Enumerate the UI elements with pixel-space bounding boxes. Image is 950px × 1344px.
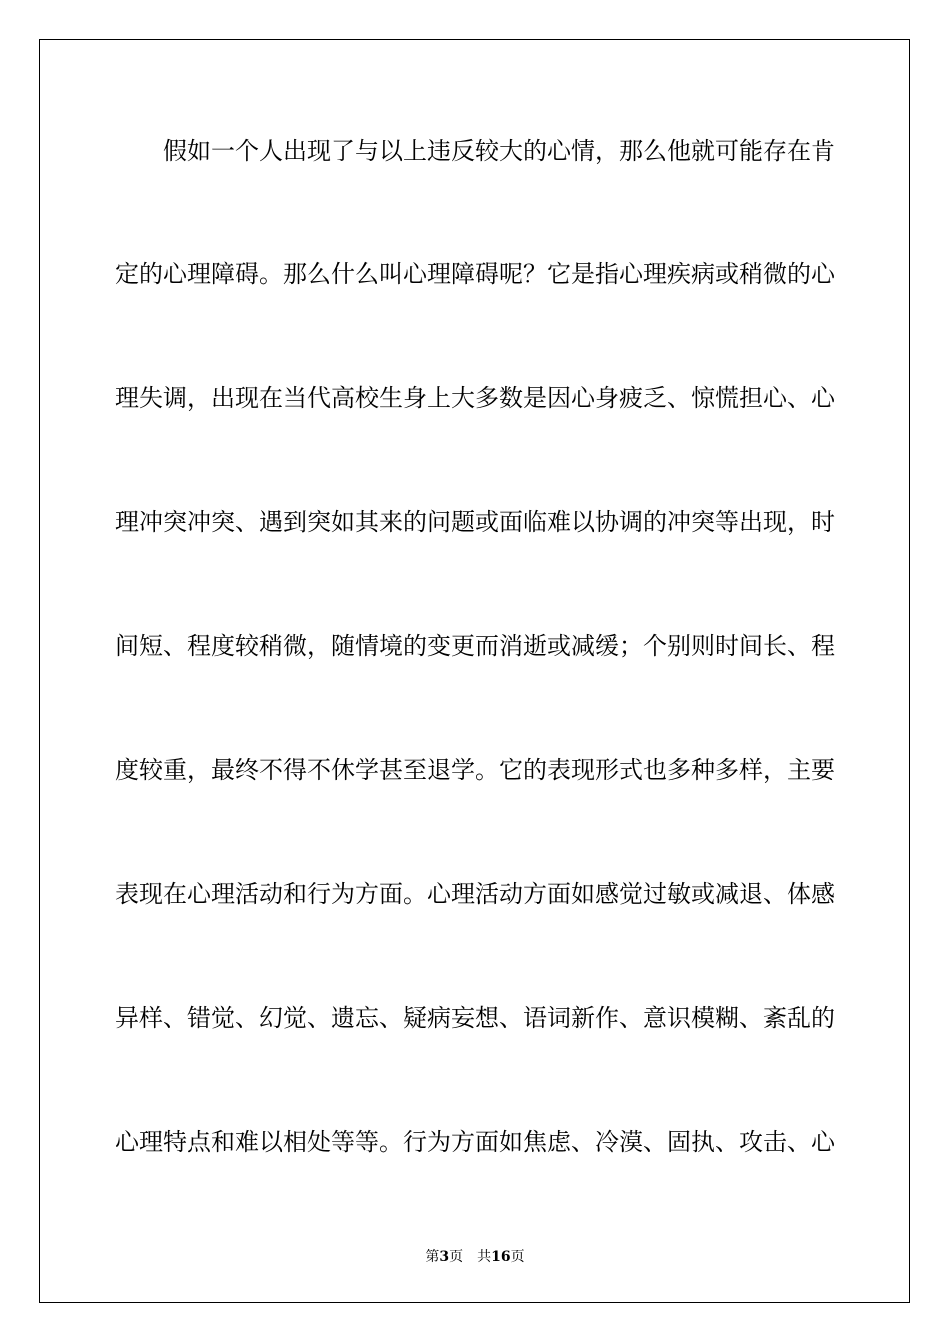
paragraph-line: 间短、程度较稍微，随情境的变更而消逝或减缓；个别则时间长、程 bbox=[115, 632, 835, 660]
paragraph-line: 异样、错觉、幻觉、遗忘、疑病妄想、语词新作、意识模糊、紊乱的 bbox=[115, 1004, 835, 1032]
paragraph-line: 假如一个人出现了与以上违反较大的心情，那么他就可能存在肯 bbox=[163, 137, 835, 165]
current-page-number: 3 bbox=[439, 1249, 450, 1265]
page-prefix: 第 bbox=[425, 1249, 440, 1265]
page-footer bbox=[0, 1248, 950, 1266]
page-suffix: 页 bbox=[449, 1249, 464, 1265]
paragraph-line: 定的心理障碍。那么什么叫心理障碍呢？它是指心理疾病或稍微的心 bbox=[115, 260, 835, 288]
total-page-count: 16 bbox=[491, 1249, 511, 1265]
paragraph-line: 表现在心理活动和行为方面。心理活动方面如感觉过敏或减退、体感 bbox=[115, 880, 835, 908]
paragraph-line: 理失调，出现在当代高校生身上大多数是因心身疲乏、惊慌担心、心 bbox=[115, 384, 835, 412]
paragraph-line: 度较重，最终不得不休学甚至退学。它的表现形式也多种多样，主要 bbox=[115, 756, 835, 784]
total-prefix: 共 bbox=[477, 1249, 492, 1265]
page-border bbox=[39, 39, 910, 1303]
paragraph-line: 心理特点和难以相处等等。行为方面如焦虑、冷漠、固执、攻击、心 bbox=[115, 1128, 835, 1156]
total-suffix: 页 bbox=[510, 1249, 525, 1265]
paragraph-line: 理冲突冲突、遇到突如其来的问题或面临难以协调的冲突等出现，时 bbox=[115, 508, 835, 536]
